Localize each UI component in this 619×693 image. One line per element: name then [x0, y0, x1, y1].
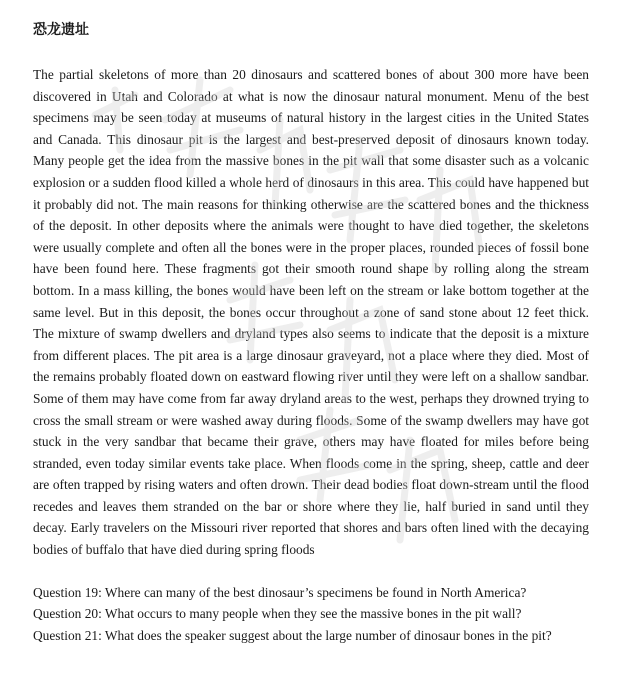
question-20: Question 20: What occurs to many people when they see the massive bones in the pit wall? [33, 606, 522, 622]
document-title: 恐龙遗址 [33, 22, 89, 38]
question-19: Question 19: Where can many of the best dinosaur’s specimens be found in North America? [33, 584, 527, 600]
passage-text: The partial skeletons of more than 20 dinosaurs and scattered bones of about 300 more have been discovered in Utah and Colorado at what is now the dinosaur natural monument. Menu of the best specimens may be seen today at museums of natural history in the largest cities in the United States and Canada. This dinosaur pit is the largest and best-preserved deposit of dinosaurs known today. Many people get the idea from the massive bones in the pit wall that some disaster such as a volcanic explosion or a sudden flood killed a whole herd of dinosaurs in this area. This could have happened but it probably did not. The main reasons for thinking otherwise are the scattered bones and the thickness of the deposit. In other deposits where the animals were thought to have died together, the skeletons were usually complete and often all the bones were in the proper places, rounded pieces of fossil bone have been found here. These fragments got their smooth round shape by rolling along the stream bottom. In a mass killing, the bones would have been left on the stream or lake bottom together at the same level. But in this deposit, the bones occur throughout a zone of sand stone about 12 feet thick. The mixture of swamp dwellers and dryland types also seems to indicate that the deposit is a mixture from different places. The pit area is a large dinosaur graveyard, not a place where they died. Most of the remains probably floated down on eastward flowing river until they were left on a shallow sandbar. Some of them may have come from far away dryland areas to the west, perhaps they drowned trying to cross the small stream or were washed away during floods. Some of the swamp dwellers may have got stuck in the very sandbar that became their grave, others may have floated for miles before being stranded, even today similar events take place. When floods come in the spring, sheep, cattle and deer are often trapped by rising waters and often drown. Their dead bodies float down-stream until the flood recedes and leaves them stranded on the bar or shore where they lie, half buried in sand until they decay. Early travelers on the Missouri river reported that shores and bars often lined with the decaying bodies of buffalo that have died during spring floods [33, 67, 589, 558]
question-21: Question 21: What does the speaker suggest about the large number of dinosaur bones in the pit? [33, 627, 552, 643]
question-list [33, 582, 589, 647]
